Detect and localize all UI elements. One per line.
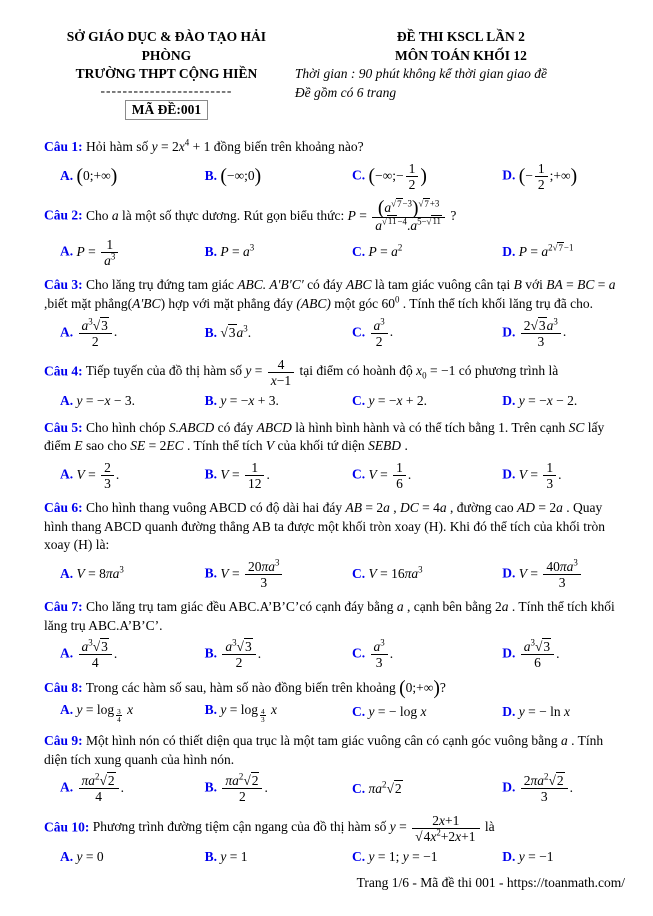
answer-4d: D. y = −x − 2.	[502, 392, 578, 408]
answer-9c: C. $\pi a^2√2$	[352, 779, 402, 796]
question-10	[44, 813, 627, 867]
question-7	[44, 598, 627, 670]
answer-9b: B. $\frac{\pi a^2√2}{2}$ .	[204, 771, 268, 805]
answer-10c: C. y = 1; y = −1	[352, 848, 438, 864]
question-6-text: Cho hình thang vuông ABCD có độ dài hai đáy AB = 2a , DC = 4a , đường cao AD = 2a . Quay hình thang ABCD quanh đường thẳng AB ta được một khối tròn xoay (H). Khi đó thể tích của khối tròn xoay (H) là:	[44, 500, 605, 553]
answer-2c: C. $P = a^2$	[352, 242, 403, 260]
answer-9a: A. $\frac{\pi a^2√2}{4}$ .	[60, 771, 125, 805]
answer-7a: A. $\frac{a^3√3}{4}$ .	[60, 637, 118, 671]
answer-6a: A. $V = 8\pi a^3$	[60, 564, 124, 582]
question-9-label: Câu 9:	[44, 733, 83, 749]
exam-title: ĐỀ THI KSCL LẦN 2	[396, 29, 525, 44]
question-8-text: Trong các hàm số sau, hàm số nào đồng biến trên khoảng (0;+∞)?	[85, 677, 446, 699]
answer-6d: D. V = $\frac{40\pi a^3}{3}$	[502, 559, 627, 590]
answer-7c: C. $\frac{a^3}{3}$ .	[352, 637, 394, 671]
footer-page-info[interactable]: Trang 1/6 - Mã đề thi 001 - https://toanmath.com/	[356, 875, 625, 891]
question-5	[44, 419, 627, 491]
answer-10b: B. y = 1	[204, 848, 248, 864]
question-2-label: Câu 2:	[44, 207, 83, 223]
question-3-answers	[44, 318, 627, 349]
question-7-text: Cho lăng trụ tam giác đều ABC.A’B’C’có cạnh đáy bằng a , cạnh bên bằng 2a . Tính thể tích khối lăng trụ ABC.A’B’C’.	[44, 599, 615, 633]
answer-10a: A. y = 0	[60, 848, 104, 864]
answer-7b: B. $\frac{a^3√3}{2}$ .	[204, 637, 262, 671]
answer-4c: C. y = −x + 2.	[352, 392, 427, 408]
answer-8d: D. y = − ln x	[502, 704, 570, 720]
answer-5b: B. V = $\frac{1}{12}$ .	[204, 459, 270, 491]
question-3-label: Câu 3:	[44, 277, 83, 293]
answer-2d: D. $P = a^{2√7-1}$	[502, 242, 574, 260]
department-name: SỞ GIÁO DỤC & ĐÀO TẠO HẢI PHÒNG	[66, 29, 267, 63]
question-10-answers	[44, 848, 627, 867]
answer-1b: B. (−∞;0)	[204, 166, 262, 188]
answer-5a: A. V = $\frac{2}{3}$ .	[60, 459, 120, 491]
question-4-label: Câu 4:	[44, 363, 83, 379]
question-10-text: Phương trình đường tiệm cận ngang của đồ thị hàm số y = $\frac{2x+1}{√4x^2+2x+1}$ là	[92, 812, 495, 844]
questions-list	[44, 138, 627, 866]
answer-3c: C. $\frac{a^3}{2}$ .	[352, 316, 394, 349]
question-8-answers	[44, 701, 627, 724]
header-right	[289, 28, 627, 120]
question-6	[44, 499, 627, 590]
question-10-label: Câu 10:	[44, 819, 90, 835]
question-6-label: Câu 6:	[44, 500, 83, 516]
question-4-answers	[44, 392, 627, 411]
question-7-answers	[44, 639, 627, 670]
question-5-answers	[44, 460, 627, 491]
answer-2a: A. P = $\frac{1}{a^3}$	[60, 237, 205, 268]
exam-duration: Thời gian : 90 phút không kể thời gian giao đề	[294, 66, 547, 82]
question-5-text: Cho hình chóp S.ABCD có đáy ABCD là hình bình hành và có thể tích bằng 1. Trên cạnh SC lấy điểm E sao cho SE = 2EC . Tính thể tích V của khối tứ diện SEBD .	[44, 419, 605, 454]
answer-9d: D. $\frac{2\pi a^2√2}{3}$ .	[502, 771, 574, 805]
question-9-answers	[44, 773, 627, 804]
answer-3d: D. $\frac{2√3a^3}{3}$ .	[502, 316, 567, 349]
question-1-label: Câu 1:	[44, 139, 83, 155]
answer-10d: D. y = −1	[502, 848, 554, 864]
question-2-answers	[44, 237, 627, 268]
answer-6b: B. V = $\frac{20\pi a^3}{3}$	[205, 559, 352, 590]
question-3	[44, 276, 627, 348]
answer-8c: C. y = − log x	[352, 704, 427, 720]
question-4-text: Tiếp tuyến của đồ thị hàm số y = $\frac{4}{x-1}$ tại điểm có hoành độ $x_0 = -1$ có phương trình là	[85, 356, 559, 388]
answer-3b: B. $√3a^3$.	[204, 323, 252, 340]
question-1	[44, 138, 627, 192]
exam-code-box: MÃ ĐỀ:001	[125, 100, 208, 121]
question-2	[44, 200, 627, 268]
answer-4a: A. y = −x − 3.	[60, 392, 135, 408]
question-9-text: Một hình nón có thiết diện qua trục là một tam giác vuông cân có cạnh góc vuông bằng a . Tính diện tích xung quanh của hình nón.	[44, 733, 604, 767]
answer-5d: D. V = $\frac{1}{3}$ .	[502, 459, 562, 491]
page-footer	[44, 874, 627, 893]
header-left	[44, 28, 289, 120]
answer-8b: B. y = log $_{\frac{4}{3}}$ x	[204, 702, 277, 725]
answer-4b: B. y = −x + 3.	[204, 392, 279, 408]
question-7-label: Câu 7:	[44, 599, 83, 615]
school-name: TRƯỜNG THPT CỘNG HIỀN	[75, 66, 258, 82]
separator-dashes: ------------------------	[100, 82, 233, 98]
question-1-text: Hỏi hàm số $y = 2x^4 + 1$ đồng biến trên khoảng nào?	[86, 137, 364, 155]
question-4	[44, 357, 627, 411]
answer-2b: B. $P = a^3$	[204, 242, 255, 260]
answer-3a: A. $\frac{a^3√3}{2}$ .	[60, 316, 118, 349]
exam-pages-note: Đề gồm có 6 trang	[294, 84, 397, 100]
question-8	[44, 679, 627, 724]
question-2-text: Cho a là một số thực dương. Rút gọn biểu thức: P = $\frac{(a^{√7-3})^{√7+3}}{a^{√11-4}.a^{5-√11}}$ ?	[86, 198, 457, 233]
question-3-text: Cho lăng trụ đứng tam giác ABC. A′B′C′ có đáy ABC là tam giác vuông cân tại B với BA = BC = a ,biết mặt phẳng(A′BC) hợp với mặt phẳng đáy (ABC) một góc $60^0$ . Tính thể tích khối lăng trụ đã cho.	[44, 277, 616, 311]
answer-6c: C. $V = 16\pi a^3$	[352, 564, 423, 582]
answer-1a: A. (0;+∞)	[60, 166, 118, 188]
exam-subject: MÔN TOÁN KHỐI 12	[394, 47, 527, 63]
question-1-answers	[44, 161, 627, 192]
answer-8a: A. y = log $_{\frac{3}{4}}$ x	[60, 702, 134, 725]
answer-5c: C. V = $\frac{1}{6}$ .	[352, 459, 412, 491]
question-5-label: Câu 5:	[44, 419, 83, 435]
question-9	[44, 732, 627, 804]
question-6-answers	[44, 559, 627, 590]
answer-1c: C. (−∞;− $\frac{1}{2}$ )	[352, 160, 427, 193]
answer-1d: D. (− $\frac{1}{2}$ ;+∞)	[502, 160, 578, 193]
question-8-label: Câu 8:	[44, 679, 83, 695]
answer-7d: D. $\frac{a^3√3}{6}$ .	[502, 637, 560, 671]
page-header	[44, 28, 627, 120]
